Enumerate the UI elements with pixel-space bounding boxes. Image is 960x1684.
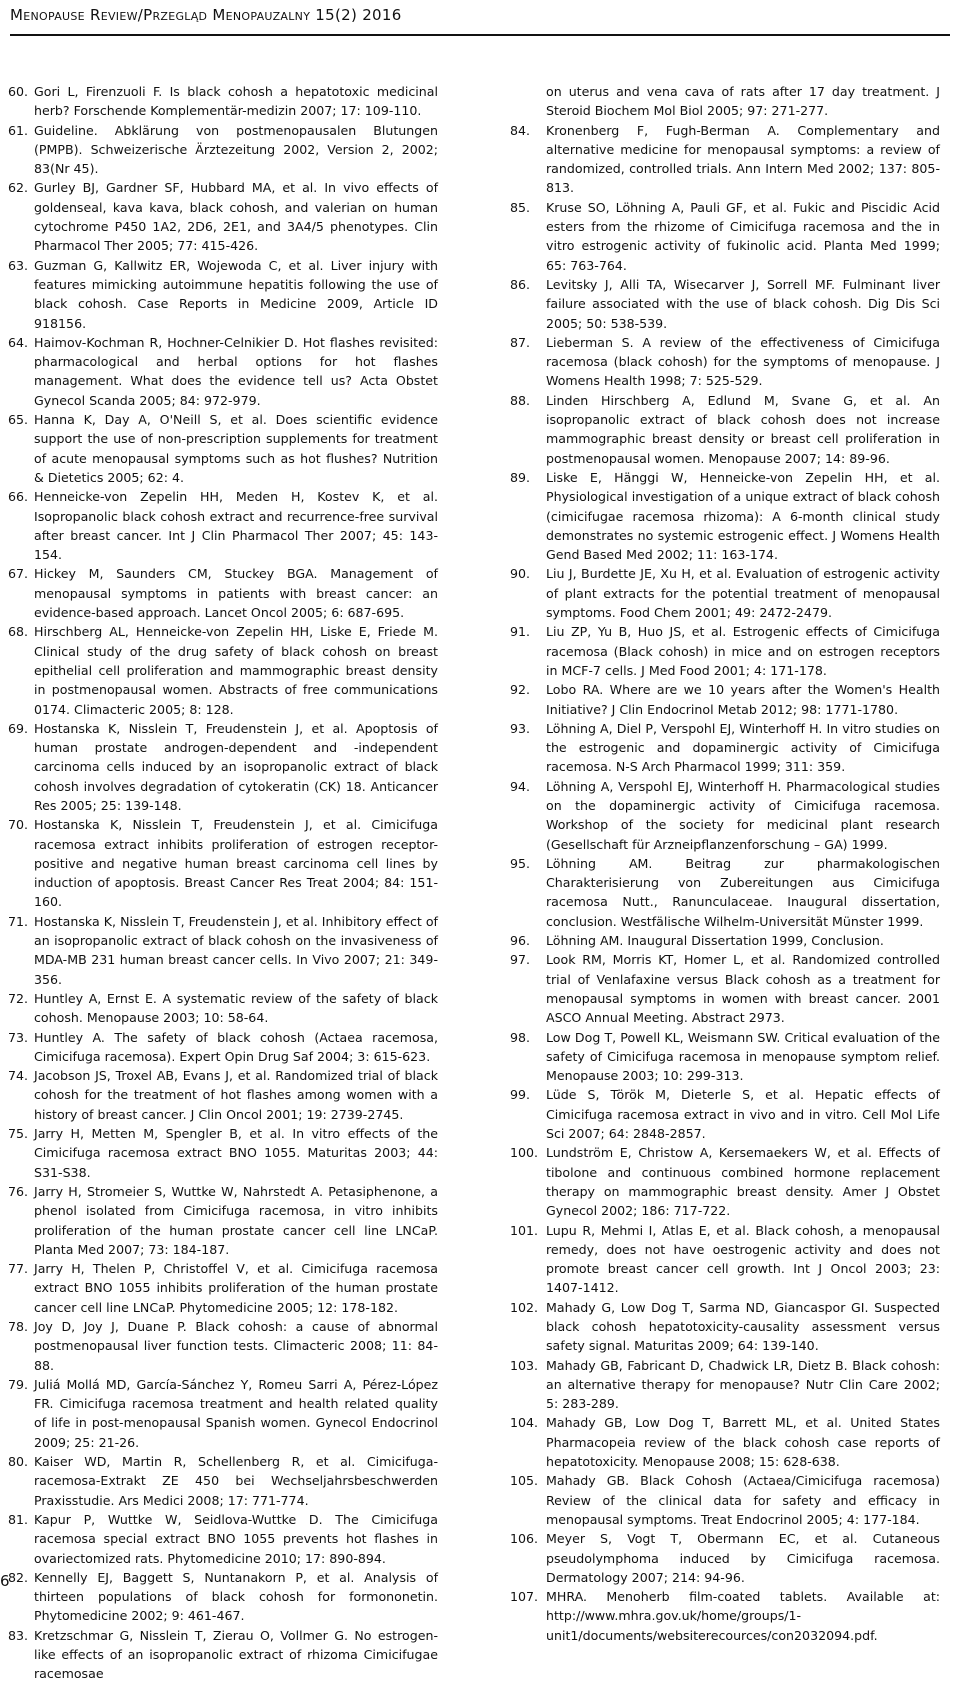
reference-item <box>510 1356 940 1414</box>
reference-number: 72. <box>8 990 29 1006</box>
reference-text: Huntley A. The safety of black cohosh (Actaea racemosa, Cimicifuga racemosa). Expert Opin Drug Saf 2004; 3: 615-623. <box>34 1029 438 1064</box>
reference-text: Hanna K, Day A, O'Neill S, et al. Does scientific evidence support the use of non-prescription supplements for treatment of acute menopausal symptoms such as hot flushes? Nutrition & Dietetics 2005; 62: 4. <box>34 412 438 485</box>
reference-text: Lupu R, Mehmi I, Atlas E, et al. Black cohosh, a menopausal remedy, does not have oestrogenic activity and does not promote breast cancer cell growth. Int J Oncol 2003; 23: 1407-1412. <box>546 1222 940 1296</box>
reference-number: 78. <box>8 1319 29 1334</box>
reference-item <box>510 680 940 719</box>
reference-item <box>510 854 940 931</box>
reference-text: Jarry H, Thelen P, Christoffel V, et al. Cimicifuga racemosa extract BNO 1055 inhibits proliferation of the human prostate cancer cell line LNCaP. Phytomedicine 2005; 12: 178-182. <box>34 1261 438 1315</box>
reference-item <box>510 1028 940 1086</box>
reference-text: Haimov-Kochman R, Hochner-Celnikier D. Hot flashes revisited: pharmacological and herbal options for hot flashes management. What does the evidence tell us? Acta Obstet Gynecol Scanda 2005; 84: 972-979. <box>34 334 438 408</box>
reference-text: Löhning AM. Beitrag zur pharmakologischen Charakterisierung von Zubereitungen aus Cimicifuga racemosa Nutt., Ranunculaceae. Inaugural dissertation, conclusion. Westfälische Wilhelm-Universität Münster 1999. <box>546 855 940 929</box>
references-left-column <box>8 82 438 1684</box>
reference-text: Henneicke-von Zepelin HH, Meden H, Kostev K, et al. Isopropanolic black cohosh extract and recurrence-free survival after breast cancer. Int J Clin Pharmacol Ther 2007; 45: 143-154. <box>34 489 438 563</box>
reference-text: Liske E, Hänggi W, Henneicke-von Zepelin HH, et al. Physiological investigation of a unique extract of black cohosh (cimicifugae racemosa rhizoma): A 6-month clinical study demonstrates no systemic estrogenic effect. J Womens Health Gend Based Med 2002; 11: 163-174. <box>546 469 940 563</box>
reference-text: Mahady GB, Low Dog T, Barrett ML, et al. United States Pharmacopeia review of the black cohosh case reports of hepatotoxicity. Menopause 2008; 15: 628-638. <box>546 1415 940 1470</box>
reference-text: Löhning AM. Inaugural Dissertation 1999, Conclusion. <box>546 933 884 949</box>
reference-text: Mahady GB. Black Cohosh (Actaea/Cimicifuga racemosa) Review of the clinical data for safety and efficacy in menopausal symptoms. Treat Endocrinol 2005; 4: 177-184. <box>546 1473 940 1527</box>
reference-number: 75. <box>8 1126 29 1142</box>
reference-item <box>510 198 940 275</box>
reference-item <box>510 275 940 333</box>
reference-text: Kaiser WD, Martin R, Schellenberg R, et al. Cimicifuga-racemosa-Extrakt ZE 450 bei Wechseljahrsbeschwerden Praxisstudie. Ars Medici 2008; 17: 771-774. <box>34 1454 438 1508</box>
reference-item <box>510 1298 940 1356</box>
reference-number: 74. <box>8 1068 29 1084</box>
reference-number: 103. <box>510 1357 539 1373</box>
reference-text: Mahady G, Low Dog T, Sarma ND, Giancaspor GI. Suspected black cohosh hepatotoxicity-causality assessment versus safety signal. Maturitas 2009; 64: 139-140. <box>546 1299 940 1354</box>
reference-number: 77. <box>8 1261 29 1277</box>
reference-text: Kruse SO, Löhning A, Pauli GF, et al. Fukic and Piscidic Acid esters from the rhizome of Cimicifuga racemosa and the in vitro estrogenic activity of fukinolic acid. Planta Med 1999; 65: 763-764. <box>546 199 940 273</box>
reference-text: Lobo RA. Where are we 10 years after the Women's Health Initiative? J Clin Endocrinol Metab 2012; 98: 1771-1780. <box>546 682 940 717</box>
reference-item <box>510 1143 940 1220</box>
reference-text: Kennelly EJ, Baggett S, Nuntanakorn P, et al. Analysis of thirteen populations of black cohosh for formononetin. Phytomedicine 2002; 9: 461-467. <box>34 1569 438 1624</box>
reference-text: Hostanska K, Nisslein T, Freudenstein J, et al. Cimicifuga racemosa extract inhibits proliferation of estrogen receptor-positive and negative human breast carcinoma cell lines by induction of apoptosis. Breast Cancer Res Treat 2004; 84: 151-160. <box>34 817 438 910</box>
reference-item <box>8 912 438 989</box>
reference-number: 106. <box>510 1531 539 1547</box>
reference-text: Löhning A, Diel P, Verspohl EJ, Winterhoff H. In vitro studies on the estrogenic and dopaminergic activity of Cimicifuga racemosa. N-S Arch Pharmacol 1999; 311: 359. <box>546 720 940 775</box>
reference-number: 65. <box>8 412 29 428</box>
reference-text: Hostanska K, Nisslein T, Freudenstein J, et al. Inhibitory effect of an isopropanolic extract of black cohosh on the invasiveness of MDA-MB 231 human breast cancer cells. In Vivo 2007; 21: 349-356. <box>34 913 438 987</box>
reference-item <box>8 256 438 333</box>
reference-item <box>510 1471 940 1529</box>
reference-item <box>8 1182 438 1259</box>
reference-number: 89. <box>510 469 531 485</box>
reference-number: 100. <box>510 1145 539 1161</box>
reference-item <box>8 1375 438 1452</box>
reference-text: Mahady GB, Fabricant D, Chadwick LR, Dietz B. Black cohosh: an alternative therapy for menopause? Nutr Clin Care 2002; 5: 283-289. <box>546 1357 940 1412</box>
reference-number: 96. <box>510 933 531 949</box>
reference-text: Jarry H, Stromeier S, Wuttke W, Nahrstedt A. Petasiphenone, a phenol isolated from Cimicifuga racemosa, in vitro inhibits proliferation of the human prostate cancer cell line LNCaP. Planta Med 2007; 73: 184-187. <box>34 1183 438 1257</box>
reference-text: Linden Hirschberg A, Edlund M, Svane G, et al. An isopropanolic extract of black cohosh does not increase mammographic breast density or breast cell proliferation in postmenopausal women. Menopause 2007; 14: 89-96. <box>546 392 940 466</box>
reference-item <box>8 564 438 622</box>
reference-item <box>8 487 438 564</box>
reference-number: 61. <box>8 122 29 138</box>
reference-text: Meyer S, Vogt T, Obermann EC, et al. Cutaneous pseudolymphoma induced by Cimicifuga racemosa. Dermatology 2007; 214: 94-96. <box>546 1531 940 1585</box>
reference-text: Guideline. Abklärung von postmenopausalen Blutungen (PMPB). Schweizerische Ärztezeitung 2002, Version 2, 2002; 83(Nr 45). <box>34 122 438 177</box>
reference-item <box>510 468 940 564</box>
reference-number: 71. <box>8 913 29 929</box>
reference-text: Liu J, Burdette JE, Xu H, et al. Evaluation of estrogenic activity of plant extracts for the potential treatment of menopausal symptoms. Food Chem 2001; 49: 2472-2479. <box>546 566 940 621</box>
reference-text: Hirschberg AL, Henneicke-von Zepelin HH, Liske E, Friede M. Clinical study of the drug safety of black cohosh on breast epithelial cell proliferation and mammographic breast density in postmenopausal women. Abstracts of free communications 0174. Climacteric 2005; 8: 128. <box>34 624 438 717</box>
reference-text: Liu ZP, Yu B, Huo JS, et al. Estrogenic effects of Cimicifuga racemosa (Black cohosh) in mice and on estrogen receptors in MCF-7 cells. J Med Food 2001; 4: 171-178. <box>546 624 940 678</box>
reference-text: Lüde S, Török M, Dieterle S, et al. Hepatic effects of Cimicifuga racemosa extract in vivo and in vitro. Cell Mol Life Sci 2007; 64: 2848-2857. <box>546 1087 940 1142</box>
reference-number: 62. <box>8 180 29 196</box>
reference-text: Huntley A, Ernst E. A systematic review of the safety of black cohosh. Menopause 2003; 10: 58-64. <box>34 990 438 1026</box>
reference-text: Juliá Mollá MD, García-Sánchez Y, Romeu Sarri A, Pérez-López FR. Cimicifuga racemosa treatment and health related quality of life in post-menopausal Spanish women. Gynecol Endocrinol 2009; 25: 21-26. <box>34 1376 438 1450</box>
reference-number: 60. <box>8 84 29 99</box>
reference-text: Kapur P, Wuttke W, Seidlova-Wuttke D. The Cimicifuga racemosa special extract BNO 1055 prevents hot flashes in ovariectomized rats. Phytomedicine 2010; 17: 890-894. <box>34 1511 438 1566</box>
reference-number: 86. <box>510 276 531 292</box>
reference-continuation <box>510 82 940 121</box>
reference-number: 102. <box>510 1299 539 1315</box>
reference-number: 91. <box>510 624 531 640</box>
reference-number: 67. <box>8 566 29 582</box>
reference-text: Lundström E, Christow A, Kersemaekers W, et al. Effects of tibolone and continuous combined hormone replacement therapy on mammographic breast density. Amer J Obstet Gynecol 2002; 186: 717-722. <box>546 1145 940 1219</box>
reference-text: on uterus and vena cava of rats after 17 day treatment. J Steroid Biochem Mol Biol 2005; 97: 271-277. <box>546 84 940 119</box>
reference-item <box>8 121 438 179</box>
reference-number: 93. <box>510 720 531 736</box>
reference-item <box>510 931 940 950</box>
reference-text: Jacobson JS, Troxel AB, Evans J, et al. Randomized trial of black cohosh for the treatment of hot flashes among women with a history of breast cancer. J Clin Oncol 2001; 19: 2739-2745. <box>34 1068 438 1122</box>
journal-title: Menopause Review/Przegląd Menopauzalny 15(2) 2016 <box>10 6 402 24</box>
reference-text: Gurley BJ, Gardner SF, Hubbard MA, et al. In vivo effects of goldenseal, kava kava, black cohosh, and valerian on human cytochrome P450 1A2, 2D6, 2E1, and 3A4/5 phenotypes. Clin Pharmacol Ther 2005; 77: 415-426. <box>34 180 438 254</box>
reference-number: 76. <box>8 1183 29 1199</box>
reference-number: 101. <box>510 1222 539 1238</box>
reference-text: Guzman G, Kallwitz ER, Wojewoda C, et al. Liver injury with features mimicking autoimmune hepatitis following the use of black cohosh. Case Reports in Medicine 2009, Article ID 918156. <box>34 257 438 331</box>
references-right-column <box>510 82 940 1645</box>
reference-item <box>8 1066 438 1124</box>
reference-text: Low Dog T, Powell KL, Weismann SW. Critical evaluation of the safety of Cimicifuga racemosa in menopause symptom relief. Menopause 2003; 10: 299-313. <box>546 1029 940 1084</box>
header-rule <box>10 34 950 36</box>
reference-number: 73. <box>8 1029 29 1045</box>
reference-number: 99. <box>510 1087 531 1103</box>
reference-item <box>8 1568 438 1626</box>
reference-item <box>510 1085 940 1143</box>
reference-number: 87. <box>510 334 531 350</box>
reference-number: 81. <box>8 1511 29 1527</box>
reference-item <box>8 1259 438 1317</box>
reference-text: MHRA. Menoherb film-coated tablets. Available at: http://www.mhra.gov.uk/home/groups/1-unit1/documents/websiterecources/con2032094.pdf. <box>546 1589 940 1643</box>
reference-text: Levitsky J, Alli TA, Wisecarver J, Sorrell MF. Fulminant liver failure associated with the use of black cohosh. Dig Dis Sci 2005; 50: 538-539. <box>546 276 940 331</box>
reference-number: 66. <box>8 489 29 505</box>
reference-item <box>8 1317 438 1375</box>
reference-text: Löhning A, Verspohl EJ, Winterhoff H. Pharmacological studies on the dopaminergic activity of Cimicifuga racemosa. Workshop of the society for medicinal plant research (Gesellschaft für Arzneipflanzenforschung – GA) 1999. <box>546 778 940 852</box>
reference-item <box>510 564 940 622</box>
reference-number: 95. <box>510 855 531 871</box>
reference-number: 107. <box>510 1589 539 1605</box>
reference-item <box>8 622 438 718</box>
reference-item <box>8 82 438 121</box>
reference-item <box>8 1124 438 1182</box>
reference-number: 92. <box>510 682 531 698</box>
reference-item <box>8 178 438 255</box>
reference-item <box>8 333 438 410</box>
reference-text: Jarry H, Metten M, Spengler B, et al. In vitro effects of the Cimicifuga racemosa extract BNO 1055. Maturitas 2003; 44: S31-S38. <box>34 1126 438 1180</box>
reference-item <box>8 1626 438 1684</box>
page-number: 6 <box>0 1572 10 1590</box>
reference-item <box>8 410 438 487</box>
reference-number: 63. <box>8 257 29 273</box>
reference-number: 80. <box>8 1454 29 1470</box>
reference-item <box>8 1510 438 1568</box>
reference-number: 79. <box>8 1376 29 1392</box>
reference-number: 82. <box>8 1569 29 1585</box>
reference-item <box>510 121 940 198</box>
reference-number: 85. <box>510 199 531 215</box>
reference-item <box>8 719 438 815</box>
reference-item <box>510 950 940 1027</box>
reference-text: Kretzschmar G, Nisslein T, Zierau O, Vollmer G. No estrogen-like effects of an isopropanolic extract of rhizoma Cimicifugae racemosae <box>34 1627 438 1682</box>
reference-item <box>510 1529 940 1587</box>
reference-item <box>510 333 940 391</box>
reference-number: 68. <box>8 624 29 640</box>
page-header <box>10 6 950 36</box>
reference-number: 104. <box>510 1415 539 1431</box>
reference-item <box>510 1221 940 1298</box>
reference-text: Hostanska K, Nisslein T, Freudenstein J, et al. Apoptosis of human prostate androgen-dependent and -independent carcinoma cells induced by an isopropanolic extract of black cohosh involves degradation of cytokeratin (CK) 18. Anticancer Res 2005; 25: 139-148. <box>34 720 438 813</box>
reference-text: Kronenberg F, Fugh-Berman A. Complementary and alternative medicine for menopausal symptoms: a review of randomized, controlled trials. Ann Intern Med 2002; 137: 805-813. <box>546 122 940 196</box>
reference-number: 90. <box>510 566 531 582</box>
reference-item <box>510 719 940 777</box>
reference-item <box>8 1028 438 1067</box>
reference-number: 64. <box>8 334 29 350</box>
reference-item <box>510 622 940 680</box>
reference-number: 83. <box>8 1627 29 1643</box>
reference-item <box>510 391 940 468</box>
reference-number: 70. <box>8 817 29 833</box>
reference-item <box>8 989 438 1028</box>
reference-number: 84. <box>510 122 531 138</box>
reference-text: Hickey M, Saunders CM, Stuckey BGA. Management of menopausal symptoms in patients with breast cancer: an evidence-based approach. Lancet Oncol 2005; 6: 687-695. <box>34 566 438 621</box>
reference-number: 105. <box>510 1473 539 1489</box>
reference-item <box>8 1452 438 1510</box>
reference-number: 88. <box>510 392 531 408</box>
reference-number: 94. <box>510 778 531 794</box>
reference-number: 69. <box>8 720 29 736</box>
reference-text: Lieberman S. A review of the effectiveness of Cimicifuga racemosa (black cohosh) for the symptoms of menopause. J Womens Health 1998; 7: 525-529. <box>546 334 940 389</box>
reference-item <box>510 1587 940 1645</box>
reference-item <box>510 1413 940 1471</box>
reference-number: 98. <box>510 1029 531 1045</box>
reference-item <box>510 777 940 854</box>
reference-text: Gori L, Firenzuoli F. Is black cohosh a hepatotoxic medicinal herb? Forschende Komplementär-medizin 2007; 17: 109-110. <box>34 84 438 119</box>
reference-item <box>8 815 438 911</box>
reference-number: 97. <box>510 952 531 968</box>
reference-text: Joy D, Joy J, Duane P. Black cohosh: a cause of abnormal postmenopausal liver function tests. Climacteric 2008; 11: 84-88. <box>34 1319 438 1373</box>
reference-text: Look RM, Morris KT, Homer L, et al. Randomized controlled trial of Venlafaxine versus Black cohosh as a treatment for menopausal symptoms in women with breast cancer. 2001 ASCO Annual Meeting. Abstract 2973. <box>546 952 940 1026</box>
